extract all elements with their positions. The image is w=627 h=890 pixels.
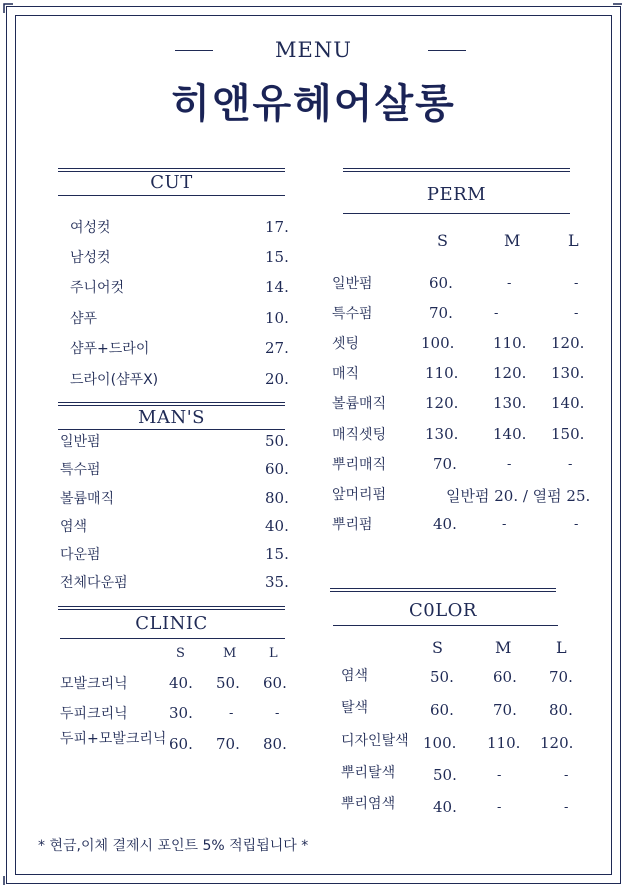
- color-item-name: 탈색: [341, 700, 369, 716]
- corner-ornament-top-left: [3, 3, 13, 13]
- clinic-item-m: -: [229, 706, 234, 721]
- color-item-s: 40.: [433, 798, 457, 816]
- color-item-s: 100.: [423, 734, 457, 752]
- clinic-header-l: L: [269, 646, 278, 661]
- perm-bangs-detail: 일반펌 20. / 열펌 25.: [446, 487, 591, 505]
- color-item-m: 60.: [493, 668, 517, 686]
- perm-item-l: -: [574, 276, 579, 291]
- color-item-m: 110.: [487, 734, 521, 752]
- cut-item-price: 27.: [265, 339, 289, 357]
- mans-item-price: 35.: [265, 573, 289, 591]
- color-item-m: 70.: [493, 701, 517, 719]
- perm-item-name: 뿌리매직: [332, 457, 387, 473]
- corner-ornament-bottom-right: [612, 875, 622, 885]
- cut-item-name: 주니어컷: [70, 280, 125, 296]
- corner-ornament-top-right: [612, 3, 622, 13]
- clinic-item-l: 60.: [263, 674, 287, 692]
- color-item-l: 120.: [540, 734, 574, 752]
- color-item-l: 80.: [549, 701, 573, 719]
- perm-top-rule: [343, 168, 570, 172]
- mans-item-price: 40.: [265, 517, 289, 535]
- mans-item-name: 볼륨매직: [60, 491, 115, 507]
- clinic-header-m: M: [223, 646, 237, 661]
- clinic-bottom-rule: [60, 638, 285, 639]
- perm-item-m: 140.: [493, 425, 527, 443]
- perm-item-l: -: [568, 457, 573, 472]
- clinic-item-l: 80.: [263, 735, 287, 753]
- perm-header-l: L: [568, 231, 579, 250]
- perm-item-s: 100.: [421, 334, 455, 352]
- mans-item-price: 60.: [265, 460, 289, 478]
- cut-item-price: 17.: [265, 218, 289, 236]
- color-header-s: S: [432, 638, 443, 657]
- perm-item-name: 볼륨매직: [332, 396, 387, 412]
- color-item-name: 뿌리탈색: [341, 765, 396, 781]
- footer-note: * 현금,이체 결제시 포인트 5% 적립됩니다 *: [38, 838, 309, 854]
- color-item-name: 디자인탈색: [341, 733, 409, 749]
- color-bottom-rule: [333, 625, 558, 626]
- cut-item-name: 드라이(샴푸X): [70, 372, 159, 388]
- perm-bottom-rule: [343, 213, 570, 214]
- perm-item-m: 110.: [493, 334, 527, 352]
- clinic-title: CLINIC: [135, 613, 208, 634]
- perm-item-name: 셋팅: [332, 336, 360, 352]
- cut-item-price: 15.: [265, 248, 289, 266]
- perm-item-m: 120.: [493, 364, 527, 382]
- perm-item-s: 70.: [433, 455, 457, 473]
- perm-item-m: -: [507, 276, 512, 291]
- cut-item-name: 남성컷: [70, 250, 111, 266]
- color-header-m: M: [495, 638, 512, 657]
- perm-item-s: 60.: [429, 274, 453, 292]
- clinic-item-m: 70.: [216, 735, 240, 753]
- clinic-item-s: 40.: [169, 674, 193, 692]
- clinic-item-name: 두피크리닉: [60, 706, 128, 722]
- perm-header-s: S: [437, 231, 448, 250]
- mans-item-name: 특수펌: [60, 462, 101, 478]
- mans-item-name: 일반펌: [60, 434, 101, 450]
- perm-item-l: 150.: [551, 425, 585, 443]
- color-item-name: 염색: [341, 668, 369, 684]
- clinic-item-l: -: [275, 706, 280, 721]
- color-item-m: -: [497, 800, 502, 815]
- perm-item-l: 130.: [551, 364, 585, 382]
- perm-root-s: 40.: [433, 515, 457, 533]
- perm-item-name: 일반펌: [332, 276, 373, 292]
- color-item-name: 뿌리염색: [341, 796, 396, 812]
- cut-item-price: 14.: [265, 278, 289, 296]
- clinic-item-name: 두피+모발크리닉: [60, 731, 167, 747]
- cut-item-price: 20.: [265, 370, 289, 388]
- perm-item-m: -: [494, 306, 499, 321]
- perm-item-name: 특수펌: [332, 306, 373, 322]
- color-header-l: L: [556, 638, 567, 657]
- color-item-s: 50.: [433, 766, 457, 784]
- perm-title: PERM: [426, 184, 487, 205]
- cut-item-name: 샴푸+드라이: [70, 341, 150, 357]
- mans-top-rule: [58, 402, 285, 406]
- color-item-s: 60.: [430, 701, 454, 719]
- perm-item-s: 110.: [425, 364, 459, 382]
- perm-root-m: -: [502, 517, 507, 532]
- color-title: C0LOR: [409, 600, 477, 621]
- perm-root-name: 뿌리펌: [332, 517, 373, 533]
- cut-item-price: 10.: [265, 309, 289, 327]
- perm-header-m: M: [504, 231, 521, 250]
- mans-title: MAN'S: [138, 407, 205, 428]
- color-item-l: 70.: [549, 668, 573, 686]
- clinic-item-name: 모발크리닉: [60, 676, 128, 692]
- mans-item-name: 염색: [60, 519, 88, 535]
- cut-item-name: 여성컷: [70, 220, 111, 236]
- clinic-item-s: 60.: [169, 735, 193, 753]
- color-item-l: -: [564, 768, 569, 783]
- color-item-l: -: [564, 800, 569, 815]
- clinic-item-s: 30.: [169, 704, 193, 722]
- perm-item-name: 매직: [332, 366, 360, 382]
- cut-item-name: 샴푸: [70, 311, 98, 327]
- color-item-s: 50.: [430, 668, 454, 686]
- color-top-rule: [330, 588, 556, 592]
- cut-title: CUT: [150, 172, 193, 193]
- corner-ornament-bottom-left: [3, 875, 13, 885]
- mans-item-name: 전체다운펌: [60, 575, 128, 591]
- perm-item-name: 매직셋팅: [332, 427, 387, 443]
- perm-item-m: -: [507, 457, 512, 472]
- color-item-m: -: [497, 768, 502, 783]
- mans-item-price: 15.: [265, 545, 289, 563]
- perm-item-s: 130.: [425, 425, 459, 443]
- salon-name: 히앤유헤어살롱: [171, 80, 456, 127]
- mans-item-price: 80.: [265, 489, 289, 507]
- perm-item-m: 130.: [493, 394, 527, 412]
- clinic-item-m: 50.: [216, 674, 240, 692]
- mans-item-price: 50.: [265, 432, 289, 450]
- perm-item-s: 120.: [425, 394, 459, 412]
- cut-bottom-rule: [58, 195, 285, 196]
- perm-root-l: -: [574, 517, 579, 532]
- perm-item-l: 140.: [551, 394, 585, 412]
- clinic-header-s: S: [176, 646, 185, 661]
- perm-item-s: 70.: [429, 304, 453, 322]
- menu-label: MENU: [275, 38, 352, 62]
- perm-bangs-name: 앞머리펌: [332, 487, 387, 503]
- perm-item-l: 120.: [551, 334, 585, 352]
- mans-bottom-rule: [58, 429, 285, 430]
- perm-item-l: -: [574, 306, 579, 321]
- mans-item-name: 다운펌: [60, 547, 101, 563]
- clinic-top-rule: [58, 606, 285, 610]
